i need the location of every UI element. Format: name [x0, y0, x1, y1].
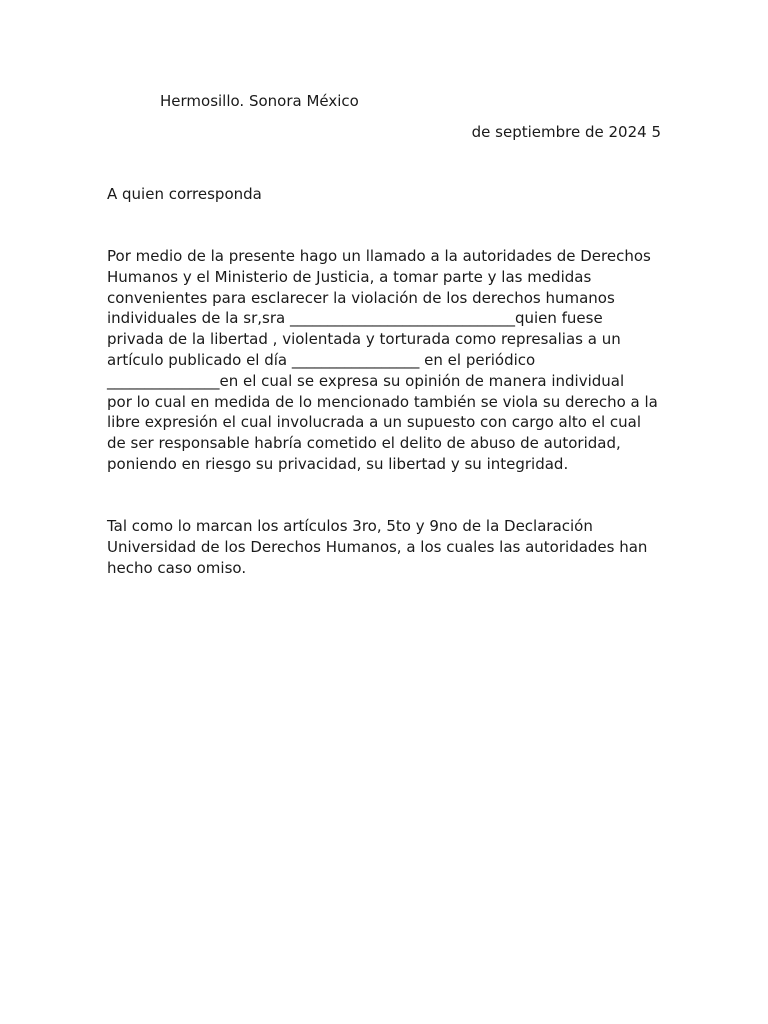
letter-date: de septiembre de 2024 5 [471, 123, 661, 141]
paragraph-line: Tal como lo marcan los artículos 3ro, 5to y 9no de la Declaración [107, 517, 593, 535]
paragraph-line: Por medio de la presente hago un llamado a la autoridades de Derechos [107, 247, 651, 265]
paragraph-line: privada de la libertad , violentada y torturada como represalias a un [107, 330, 621, 349]
paragraph-line: artículo publicado el día _________________ en el periódico [107, 350, 536, 369]
letter-location: Hermosillo. Sonora México [160, 92, 359, 110]
paragraph-line: de ser responsable habría cometido el delito de abuso de autoridad, [107, 434, 621, 453]
paragraph-line: poniendo en riesgo su privacidad, su libertad y su integridad. [107, 454, 569, 473]
paragraph-line: convenientes para esclarecer la violación de los derechos humanos [107, 288, 615, 307]
body-paragraph-1 [107, 246, 667, 475]
paragraph-line: hecho caso omiso. [107, 558, 247, 577]
paragraph-line: por lo cual en medida de lo mencionado también se viola su derecho a la [107, 392, 658, 411]
paragraph-line: Universidad de los Derechos Humanos, a los cuales las autoridades han [107, 537, 648, 556]
paragraph-line: individuales de la sr,sra ______________________________quien fuese [107, 309, 603, 328]
paragraph-line: libre expresión el cual involucrada a un supuesto con cargo alto el cual [107, 413, 642, 432]
paragraph-line: Humanos y el Ministerio de Justicia, a tomar parte y las medidas [107, 267, 592, 286]
paragraph-line: _______________en el cual se expresa su opinión de manera individual [107, 371, 625, 390]
letter-salutation: A quien corresponda [107, 185, 262, 203]
body-paragraph-2 [107, 516, 667, 578]
